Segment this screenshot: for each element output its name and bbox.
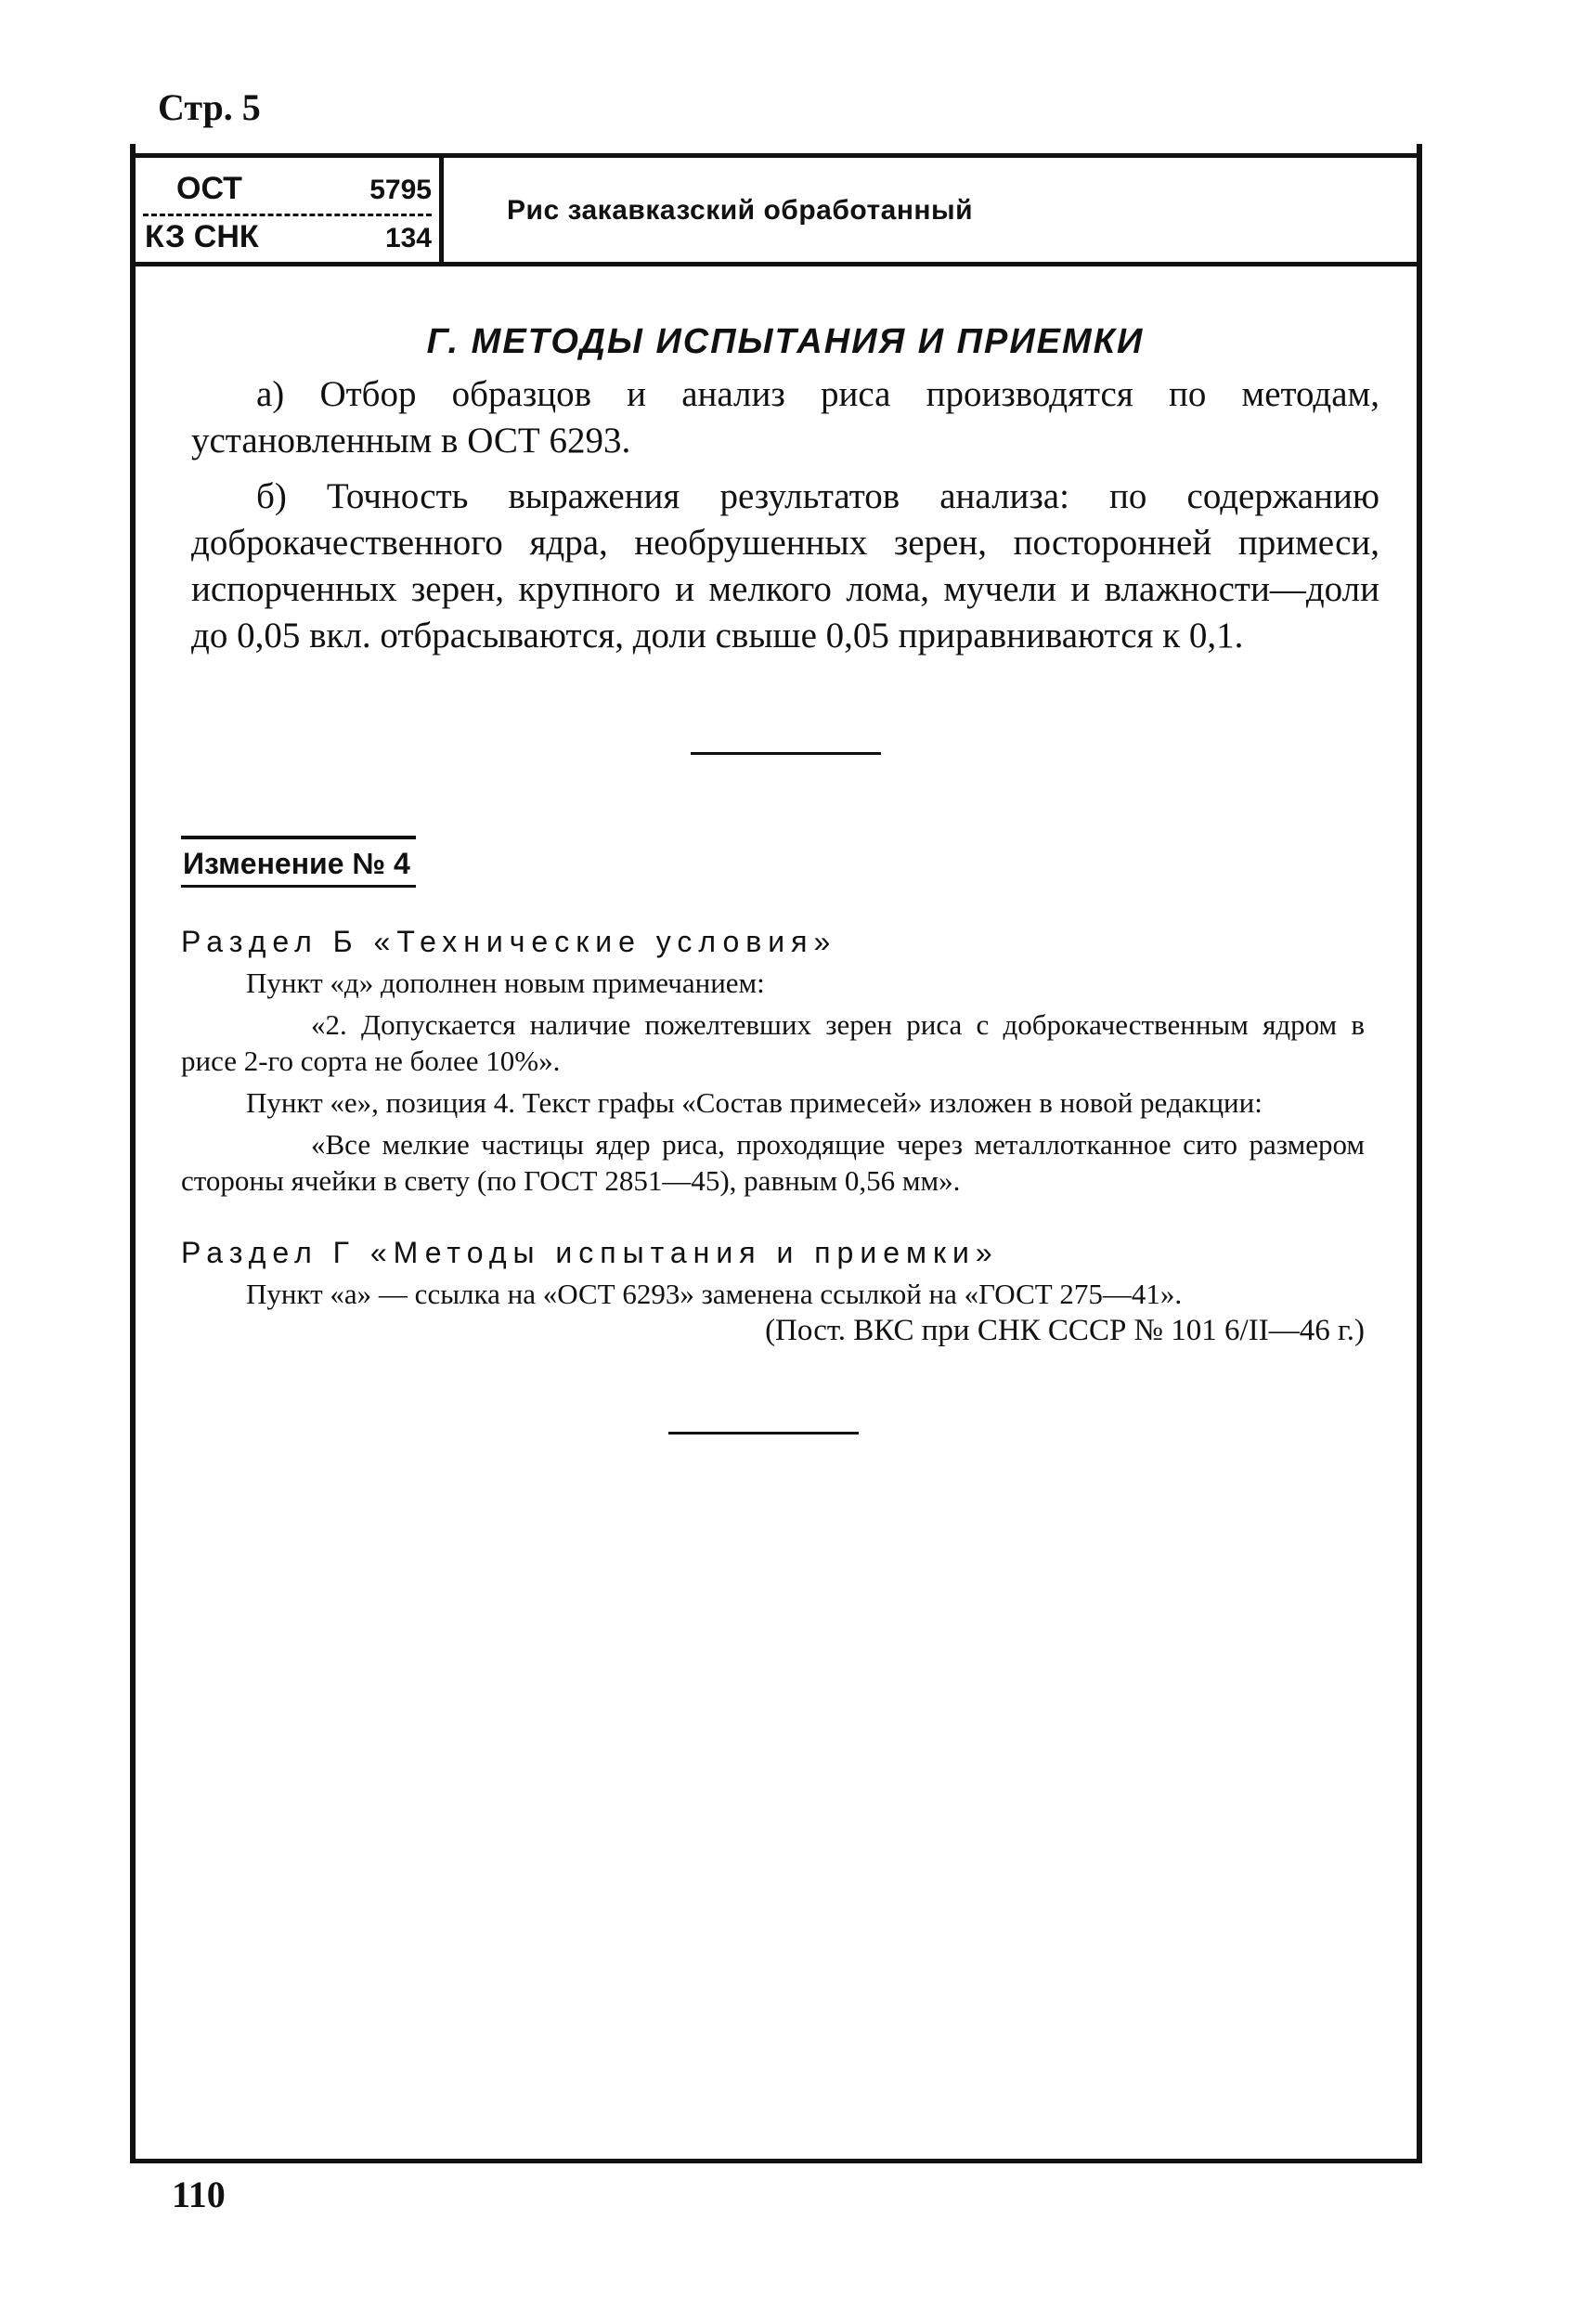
code-top-right: 5795 — [369, 175, 432, 205]
amendment-p5: Пункт «а» — ссылка на «ОСТ 6293» заменена ссылкой на «ГОСТ 275—41». — [246, 1278, 1183, 1310]
footer-page-number: 110 — [172, 2174, 226, 2215]
section-heading: Г. МЕТОДЫ ИСПЫТАНИЯ И ПРИЕМКИ — [426, 322, 1145, 361]
document-header — [136, 153, 1417, 266]
amendment-p4: «Все мелкие частицы ядер риса, проходящие через металлотканное сито размером стороны ячейки в свету (по ГОСТ 2851—45), равным 0,56 мм». — [181, 1128, 1365, 1197]
spacer — [191, 659, 1379, 752]
page-label: Стр. 5 — [158, 86, 261, 128]
document-title: Рис закавказский обработанный — [507, 195, 974, 226]
code-bottom-right: 134 — [384, 223, 432, 253]
paragraph-b: б) Точность выражения результатов анализа: по содержанию доброкачественного ядра, необрушенных зерен, посторонней примеси, испорченных зерен, крупного и мелкого лома, мучели и влажности—доли до 0,05 вкл. отбрасываются, доли свыше 0,05 приравниваются к 0,1. — [191, 476, 1379, 656]
amendment-title-box — [181, 836, 416, 888]
paragraph-a: а) Отбор образцов и анализ риса производятся по методам, установленным в ОСТ 6293. — [191, 374, 1379, 461]
bottom-divider-rule — [668, 1432, 859, 1435]
amendment-p1: Пункт «д» дополнен новым примечанием: — [246, 967, 765, 999]
amendment-block — [181, 836, 1369, 1435]
section-b-heading: Раздел Б «Технические условия» — [181, 925, 837, 958]
spacer-bottom — [181, 1348, 1369, 1432]
signature-line: (Пост. ВКС при СНК СССР № 101 6/II—46 г.) — [765, 1314, 1365, 1347]
divider-rule — [691, 752, 881, 755]
amendment-p2: «2. Допускается наличие пожелтевших зерен риса с доброкачественным ядром в рисе 2-го сорта не более 10%». — [181, 1008, 1365, 1077]
code-top-left: ОСТ — [176, 171, 242, 206]
amendment-title: Изменение № 4 — [183, 847, 410, 880]
section-g-heading: Раздел Г «Методы испытания и приемки» — [181, 1236, 999, 1269]
amendment-p3: Пункт «е», позиция 4. Текст графы «Состав примесей» изложен в новой редакции: — [246, 1086, 1263, 1119]
code-bottom-left: КЗ СНК — [145, 219, 259, 254]
main-content — [191, 274, 1379, 755]
standard-code-box — [139, 158, 444, 262]
code-divider — [143, 214, 432, 216]
